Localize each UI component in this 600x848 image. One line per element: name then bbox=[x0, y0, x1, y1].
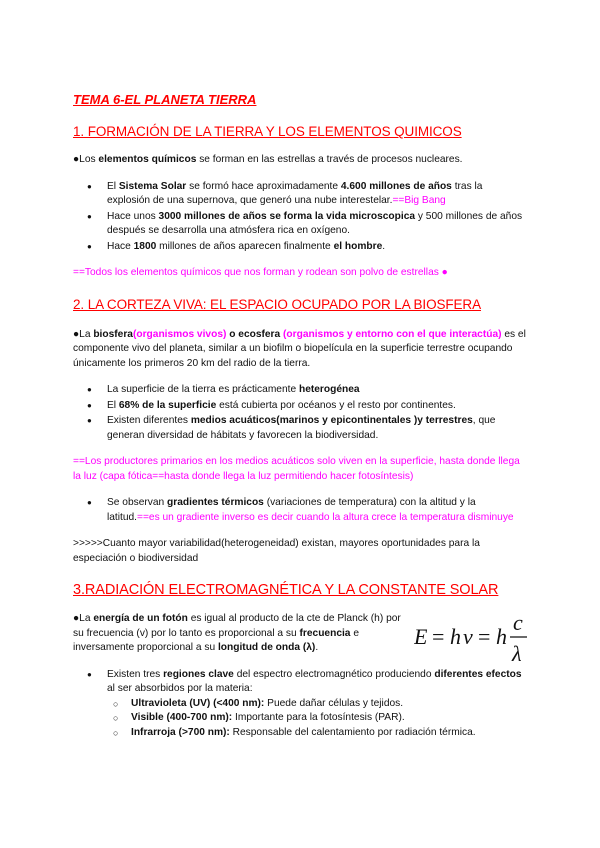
section-2-list bbox=[73, 383, 528, 443]
section-3-heading: 3.RADIACIÓN ELECTROMAGNÉTICA Y LA CONSTANTE SOLAR bbox=[73, 582, 499, 598]
section-3-sublist bbox=[107, 697, 528, 741]
sublist-item: ○ Visible (400-700 nm): Importante para la fotosíntesis (PAR). bbox=[131, 711, 528, 726]
section-1-heading: 1. FORMACIÓN DE LA TIERRA Y LOS ELEMENTOS QUIMICOS bbox=[73, 124, 462, 139]
section-2-list-2 bbox=[73, 496, 528, 525]
eq-equals-2: = bbox=[478, 624, 491, 649]
section-1-list bbox=[73, 180, 528, 255]
list-item: ● Se observan gradientes térmicos (variaciones de temperatura) con la altitud y la latitud.==es un gradiente inverso es decir cuando la altura crece la temperatura disminuye bbox=[107, 496, 528, 525]
section-2-heading: 2. LA CORTEZA VIVA: EL ESPACIO OCUPADO POR LA BIOSFERA bbox=[73, 296, 481, 312]
section-2-intro: ●La biosfera(organismos vivos) o ecosfera (organismos y entorno con el que interactúa) es el componente vivo del planeta, similar a un biofilm o biopelícula en la superficie terrestre ocupando únicamente los primeros 20 km del radio de la tierra. bbox=[73, 328, 526, 369]
section-2-conclusion: >>>>>Cuanto mayor variabilidad(heterogeneidad) existan, mayores oportunidades para la especiación o biodiversidad bbox=[73, 538, 480, 564]
list-item: ● El 68% de la superficie está cubierta por océanos y el resto por continentes. bbox=[107, 399, 528, 414]
eq-equals-1: = bbox=[432, 624, 445, 649]
document-title: TEMA 6-EL PLANETA TIERRA bbox=[73, 92, 257, 107]
eq-wavelength: λ bbox=[512, 641, 522, 666]
eq-energy: E bbox=[414, 624, 428, 649]
list-item: ● Existen tres regiones clave del espectro electromagnético produciendo diferentes efectos al ser absorbidos por la materia: ○ Ultravioleta (UV) (<400 nm): Puede dañar células y tejidos. ○ Visible (400-700 nm): Importante para la fotosíntesis (PAR). ○ Infrarroja (>700 nm): Responsable del calentamiento por radiación térmica. bbox=[107, 668, 528, 741]
section-1-note: ==Todos los elementos químicos que nos forman y rodean son polvo de estrellas ● bbox=[73, 267, 448, 278]
section-3-intro: ●La energía de un fotón es igual al producto de la cte de Planck (h) por su frecuencia (v) por lo tanto es proporcional a su frecuencia e inversamente proporcional a su longitud de onda (λ). bbox=[73, 613, 401, 653]
list-item: ● La superficie de la tierra es prácticamente heterogénea bbox=[107, 383, 528, 398]
eq-light-speed: c bbox=[513, 610, 523, 635]
list-item: ● Hace unos 3000 millones de años se forma la vida microscopica y 500 millones de años después se desarrolla una atmósfera rica en oxígeno. bbox=[107, 210, 528, 239]
section-1-intro: ●Los elementos químicos se forman en las estrellas a través de procesos nucleares. bbox=[73, 154, 463, 165]
eq-planck-2: h bbox=[496, 624, 507, 649]
document-page bbox=[73, 92, 528, 752]
section-3-list bbox=[73, 668, 528, 741]
section-2-note: ==Los productores primarios en los medios acuáticos solo viven en la superficie, hasta donde llega la luz (capa fótica==hasta donde llega la luz permitiendo hacer fotosíntesis) bbox=[73, 456, 520, 482]
list-item: ● Existen diferentes medios acuáticos(marinos y epicontinentales )y terrestres, que generan diversidad de hábitats y favorecen la biodiversidad. bbox=[107, 414, 528, 443]
planck-equation bbox=[414, 606, 532, 666]
sublist-item: ○ Ultravioleta (UV) (<400 nm): Puede dañar células y tejidos. bbox=[131, 697, 528, 712]
eq-planck-1: h bbox=[450, 624, 461, 649]
list-item: ● Hace 1800 millones de años aparecen finalmente el hombre. bbox=[107, 240, 528, 255]
list-item: ● El Sistema Solar se formó hace aproximadamente 4.600 millones de años tras la explosión de una supernova, que generó una nube interestelar.==Big Bang bbox=[107, 180, 528, 209]
section-3-intro-wrap bbox=[73, 610, 528, 666]
sublist-item: ○ Infrarroja (>700 nm): Responsable del calentamiento por radiación térmica. bbox=[131, 726, 528, 741]
eq-frequency: ν bbox=[463, 624, 473, 649]
